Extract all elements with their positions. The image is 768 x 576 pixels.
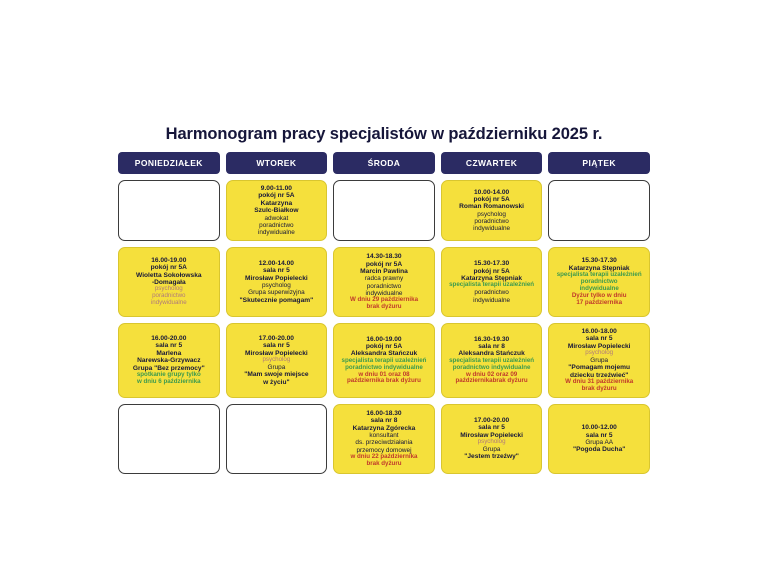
schedule-cell-line: Aleksandra Stańczuk [350, 350, 418, 358]
schedule-cell [226, 323, 328, 398]
schedule-cell-line: 12.00-14.00 [258, 260, 294, 268]
schedule-cell-line: w dniu 6 października [136, 377, 201, 385]
schedule-cell [548, 247, 650, 317]
schedule-cell-line: sala nr 5 [263, 267, 290, 275]
schedule-cell-line: "Mam swoje miejsce [244, 371, 309, 379]
schedule-cell [226, 404, 328, 474]
schedule-cell-line: indywidualne [473, 296, 511, 304]
schedule-cell-line: Narewska-Grzywacz [137, 357, 201, 365]
schedule-cell-line: 16.00-19.00 [366, 335, 402, 343]
schedule-cell-line: w dniu 22 października [350, 452, 418, 460]
schedule-cell-line: w dniu 02 oraz 09 [465, 370, 518, 378]
schedule-cell-line: "Jestem trzeźwy" [464, 453, 519, 461]
schedule-cell-line: psycholog [585, 349, 614, 357]
schedule-cell [441, 404, 543, 474]
schedule-cell [118, 247, 220, 317]
schedule-cell-line: Aleksandra Stańczuk [458, 350, 525, 358]
page-title: Harmonogram pracy specjalistów w październiku 2025 r. [165, 125, 603, 143]
schedule-cell [441, 247, 543, 317]
schedule-cell-line: w życiu" [263, 378, 290, 386]
schedule-cell-line: Grupa AA [585, 438, 614, 446]
schedule-cell-line: sala nr 5 [585, 431, 613, 439]
schedule-cell-line: Dyżur tylko w dniu [571, 291, 627, 299]
schedule-cell-line: dziecku trzeźwieć" [569, 371, 629, 379]
schedule-cell-line: psycholog [154, 285, 183, 293]
schedule-cell-line: w dniu 01 oraz 08 [358, 370, 410, 378]
schedule-cell-line: radca prawny [364, 275, 404, 283]
schedule-cell-line: brak dyżuru [581, 384, 617, 392]
schedule-cell-line: pokój nr 5A [365, 342, 403, 350]
schedule-cell-line: "Skutecznie pomagam" [239, 296, 314, 304]
schedule-cell-line: 17 października [576, 298, 623, 306]
schedule-cell-line: konsultant [369, 432, 399, 440]
schedule-cell [441, 180, 543, 241]
schedule-cell-line: Grupa [590, 357, 609, 365]
schedule-cell-line: 16.00-18.30 [366, 410, 402, 418]
schedule-cell-line: Katarzyna Stępniak [461, 275, 523, 283]
schedule-cell-line: "Pomagam mojemu [568, 364, 631, 372]
schedule-cell-line: -Domagała [151, 278, 186, 286]
schedule-cell-line: specjalista terapii uzależnień [341, 356, 427, 364]
schedule-cell-line: Mirosław Popielecki [460, 431, 523, 439]
schedule-cell-line: psycholog [262, 356, 291, 364]
schedule-cell-line: 16.30-19.30 [473, 335, 510, 343]
schedule-cell-line: 9.00-11.00 [260, 185, 292, 192]
schedule-cell [333, 404, 435, 474]
schedule-cell-line: poradnictwo [366, 282, 402, 290]
day-header-thursday: CZWARTEK [441, 152, 543, 174]
schedule-cell-line: poradnictwo indywidualne [452, 363, 531, 371]
schedule-cell-line: indywidualne [257, 228, 295, 236]
schedule-cell-line: Grupa superwizyjna [248, 289, 305, 297]
schedule-cell-line: poradnictwo [580, 277, 618, 285]
schedule-cell-line: poradnictwo indywidualne [345, 363, 423, 371]
schedule-cell-line: W dniu 29 października [349, 295, 419, 303]
schedule-cell-line: 15.30-17.30 [473, 260, 510, 268]
schedule-cell-line: 16.00-18.00 [581, 328, 617, 336]
schedule-grid [118, 152, 650, 474]
schedule-cell-line: specjalista terapii uzależnień [449, 356, 535, 364]
schedule-cell [441, 323, 543, 398]
schedule-cell-line: ds. przeciwdziałania [355, 439, 413, 447]
schedule-cell [118, 180, 220, 241]
schedule-cell [118, 323, 220, 398]
schedule-cell-line: poradnictwo [474, 217, 509, 225]
schedule-cell-line: październikabrak dyżuru [455, 377, 528, 385]
schedule-cell-line: indywidualne [473, 225, 511, 233]
day-header-monday: PONIEDZIAŁEK [118, 152, 220, 174]
schedule-cell-line: 16.00-20.00 [151, 335, 187, 343]
day-header-wednesday: ŚRODA [333, 152, 435, 174]
schedule-cell-line: poradnictwo [474, 289, 509, 297]
schedule-cell-line: brak dyżuru [366, 302, 402, 310]
schedule-cell-line: Mirosław Popielecki [245, 274, 308, 282]
schedule-cell-line: Roman Romanowski [459, 203, 525, 211]
schedule-cell-line: Marcin Pawlina [360, 268, 408, 275]
schedule-cell-line: adwokat [264, 214, 289, 222]
schedule-cell-line: psycholog [477, 210, 506, 218]
schedule-cell [118, 404, 220, 474]
schedule-cell [226, 247, 328, 317]
schedule-cell-line: sala nr 8 [370, 417, 398, 425]
day-header-friday: PIĄTEK [548, 152, 650, 174]
schedule-cell [548, 404, 650, 474]
schedule-cell-line: Grupa [267, 364, 286, 372]
schedule-cell-line: Marlena [156, 349, 182, 357]
schedule-cell-line: Katarzyna Zgórecka [352, 424, 416, 432]
schedule-cell [548, 323, 650, 398]
schedule-cell-line: 17.00-20.00 [258, 334, 294, 342]
day-header-tuesday: WTOREK [226, 152, 328, 174]
schedule-cell-line: specjalista terapii uzależnień [449, 281, 535, 289]
schedule-cell-line: indywidualne [150, 299, 187, 307]
schedule-cell-line: pokój nr 5A [258, 192, 295, 200]
schedule-cell-line: indywidualne [579, 284, 619, 292]
schedule-cell-line: Katarzyna Stępniak [568, 264, 630, 272]
schedule-cell-line: Grupa [482, 446, 501, 454]
schedule-cell-line: sala nr 5 [478, 424, 505, 432]
schedule-cell-line: W dniu 31 października [565, 378, 634, 385]
schedule-cell-line: przemocy domowej [356, 446, 412, 454]
schedule-cell-line: Wioletta Sokołowska [136, 271, 202, 279]
schedule-cell-line: psycholog [477, 438, 506, 446]
schedule-cell-line: psycholog [262, 282, 291, 290]
schedule-cell-line: Mirosław Popielecki [567, 342, 631, 350]
schedule-cell-line: sala nr 5 [155, 342, 183, 350]
schedule-cell [333, 323, 435, 398]
schedule-cell-line: października brak dyżuru [347, 377, 421, 385]
schedule-cell-line: Grupa "Bez przemocy" [132, 364, 205, 372]
schedule-cell-line: Katarzyna [260, 199, 293, 207]
schedule-cell-line: Mirosław Popielecki [245, 349, 308, 357]
schedule-cell [333, 180, 435, 241]
schedule-cell-line: spotkanie grupy tylko [136, 370, 201, 378]
schedule-cell-line: 14.30-18.30 [366, 253, 402, 261]
schedule-cell-line: poradnictwo [259, 221, 294, 229]
schedule-cell-line: pokój nr 5A [365, 260, 403, 268]
schedule-cell-line: indywidualne [365, 289, 403, 297]
schedule-cell-line: 10.00-14.00 [473, 188, 510, 196]
schedule-cell-line: 16.00-19.00 [151, 256, 187, 264]
schedule-cell-line: poradnictwo [152, 292, 186, 300]
schedule-cell-line: 17.00-20.00 [473, 417, 510, 425]
schedule-cell-line: pokój nr 5A [473, 196, 510, 204]
schedule-cell-line: Szulc-Białkow [254, 207, 299, 215]
schedule-cell [226, 180, 328, 241]
schedule-cell-line: sala nr 8 [478, 342, 505, 350]
schedule-cell-line: pokój nr 5A [150, 264, 187, 272]
schedule-cell [548, 180, 650, 241]
schedule-cell-line: 15.30-17.30 [581, 257, 617, 265]
schedule-cell [333, 247, 435, 317]
schedule-cell-line: pokój nr 5A [473, 267, 510, 275]
schedule-cell-line: brak dyżuru [366, 459, 402, 467]
schedule-cell-line: sala nr 5 [263, 342, 290, 350]
schedule-cell-line: "Pogoda Ducha" [572, 446, 626, 454]
schedule-cell-line: 10.00-12.00 [581, 424, 617, 432]
schedule-cell-line: sala nr 5 [585, 335, 613, 343]
schedule-cell-line: specjalista terapii uzależnień [556, 271, 642, 279]
